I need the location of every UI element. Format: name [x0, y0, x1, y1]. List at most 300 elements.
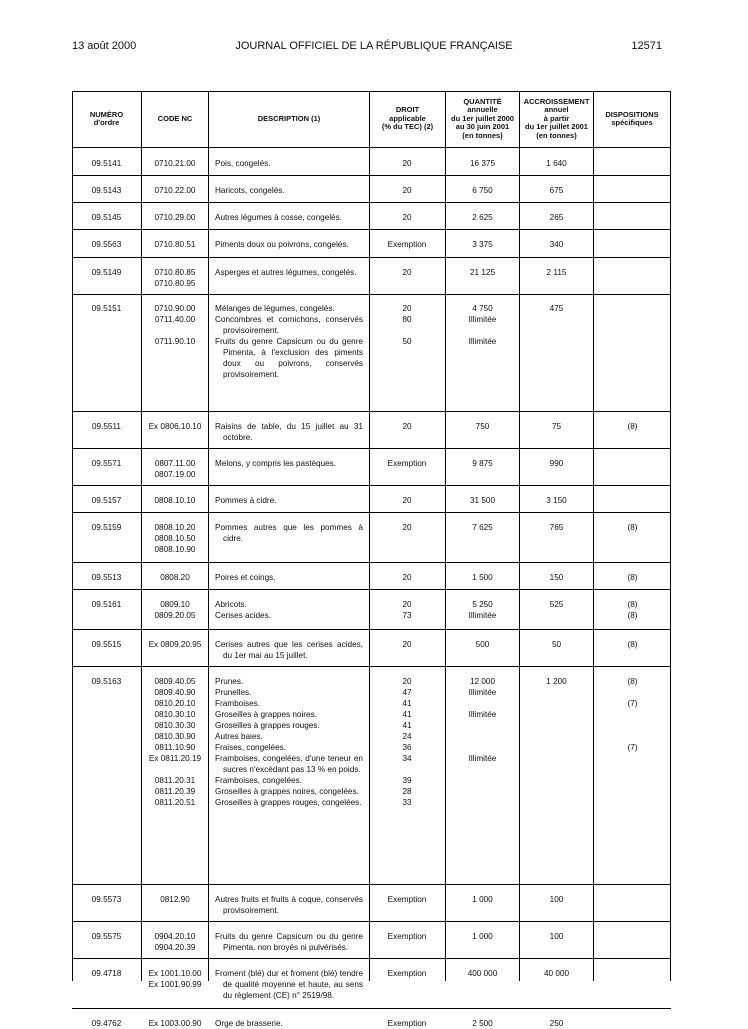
- annual-increase-line: 2 115: [546, 268, 567, 277]
- specific-provisions-line: [594, 687, 671, 698]
- annual-quantity-line: Illimitée: [468, 688, 497, 697]
- specific-provisions: [594, 239, 671, 250]
- specific-provisions-line: [594, 931, 671, 942]
- nc-code: [142, 894, 208, 905]
- nc-code-line: 0710.29.00: [154, 213, 196, 222]
- duty-rate-line: 20: [402, 573, 412, 582]
- annual-quantity: [446, 639, 519, 650]
- description: [215, 303, 363, 380]
- annual-quantity-line: [446, 720, 519, 731]
- specific-provisions-line: [594, 709, 671, 720]
- specific-provisions-line: [594, 185, 671, 196]
- column-divider: [519, 91, 520, 981]
- duty-rate-line: 73: [402, 611, 412, 620]
- description-line: Pommes autres que les pommes à cidre.: [215, 523, 363, 543]
- column-divider: [208, 91, 209, 981]
- annual-increase-line: 475: [549, 304, 564, 313]
- duty-rate-line: 20: [402, 304, 412, 313]
- duty-rate: [369, 968, 445, 979]
- order-number: 09.5141: [91, 159, 122, 168]
- order-number: 09.5563: [91, 240, 122, 249]
- nc-code-line: 0811.20.31: [154, 776, 196, 785]
- nc-code: [142, 676, 208, 808]
- column-header-quantite: QUANTITÉ annuelle du 1er juillet 2000 au 30 juin 2001 (en tonnes): [451, 96, 514, 140]
- description-line: Asperges et autres légumes, congelés.: [215, 268, 357, 277]
- nc-code: [142, 599, 208, 621]
- nc-code: [142, 572, 208, 583]
- nc-code-line: 0810.30.90: [154, 732, 196, 741]
- annual-quantity: [446, 676, 519, 764]
- annual-increase-line: 1 640: [546, 159, 567, 168]
- annual-quantity: [446, 185, 519, 196]
- annual-increase: [520, 572, 593, 583]
- description-line: Groseilles à grappes noires, congelées.: [215, 787, 359, 796]
- nc-code: [142, 1018, 208, 1029]
- annual-quantity-line: 6 750: [472, 186, 493, 195]
- column-divider: [369, 91, 370, 981]
- specific-provisions: [594, 267, 671, 278]
- duty-rate-line: Exemption: [387, 240, 427, 249]
- row-divider: [72, 589, 671, 590]
- order-number: 09.4762: [91, 1019, 122, 1028]
- specific-provisions: [594, 421, 671, 432]
- annual-quantity-line: 2 500: [472, 1019, 493, 1028]
- annual-increase-line: 990: [549, 459, 564, 468]
- specific-provisions: [594, 303, 671, 314]
- duty-rate-line: 20: [402, 213, 412, 222]
- duty-rate-line: 24: [402, 732, 412, 741]
- nc-code-line: 0809.40.90: [154, 688, 196, 697]
- column-header-droit: DROIT applicable (% du TEC) (2): [381, 105, 434, 132]
- specific-provisions-line: [594, 1018, 671, 1029]
- description-line: Framboises, congelées, d'une teneur en sucres n'excédant pas 13 % en poids.: [215, 754, 363, 774]
- annual-increase-line: 75: [551, 422, 562, 431]
- description: [215, 1018, 363, 1029]
- description: [215, 968, 363, 1001]
- duty-rate-line: 41: [402, 699, 412, 708]
- row-divider: [72, 629, 671, 630]
- description: [215, 572, 363, 583]
- duty-rate: [369, 185, 445, 196]
- order-number: 09.5157: [91, 496, 122, 505]
- nc-code-line: 0710.80.85: [154, 268, 196, 277]
- specific-provisions: [594, 185, 671, 196]
- annual-quantity-line: 16 375: [469, 159, 496, 168]
- description: [215, 212, 363, 223]
- table-border-right: [670, 91, 671, 981]
- nc-code-line: 0711.40.00: [154, 315, 196, 324]
- annual-quantity: [446, 267, 519, 278]
- duty-rate-line: 50: [402, 337, 412, 346]
- nc-code-line: 0710.80.95: [154, 279, 196, 288]
- description-line: Framboises, congelées.: [215, 776, 302, 785]
- nc-code-line: 0808.10.90: [154, 545, 196, 554]
- annual-quantity-line: 500: [475, 640, 490, 649]
- annual-quantity-line: [446, 325, 519, 336]
- annual-quantity-line: 1 000: [472, 895, 493, 904]
- row-divider: [72, 175, 671, 176]
- annual-quantity: [446, 212, 519, 223]
- duty-rate-line: [369, 764, 445, 775]
- description-line: Poires et coings.: [215, 573, 276, 582]
- description-line: Raisins de table, du 15 juillet au 31 octobre.: [215, 422, 363, 442]
- annual-increase-line: 340: [549, 240, 564, 249]
- nc-code: [142, 968, 208, 990]
- nc-code-line: 0808.10.20: [154, 523, 196, 532]
- specific-provisions-line: [594, 720, 671, 731]
- annual-quantity-line: Illimitée: [468, 710, 497, 719]
- nc-code-line: 0810.20.10: [154, 699, 196, 708]
- description: [215, 676, 363, 808]
- row-divider: [72, 411, 671, 412]
- specific-provisions-line: (7): [627, 743, 638, 752]
- duty-rate-line: [369, 325, 445, 336]
- annual-increase: [520, 458, 593, 469]
- duty-rate-line: 36: [402, 743, 412, 752]
- duty-rate-line: 20: [402, 159, 412, 168]
- annual-quantity: [446, 894, 519, 905]
- row-divider: [72, 257, 671, 258]
- annual-quantity: [446, 303, 519, 347]
- order-number: 09.5149: [91, 268, 122, 277]
- order-number: 09.5575: [91, 932, 122, 941]
- description: [215, 639, 363, 661]
- row-divider: [72, 485, 671, 486]
- specific-provisions: [594, 676, 671, 753]
- duty-rate: [369, 421, 445, 432]
- column-header-accroissement: ACCROISSEMENT annuel à partir du 1er juillet 2001 (en tonnes): [523, 96, 590, 140]
- description-line: Haricots, congelés.: [215, 186, 285, 195]
- row-divider: [72, 294, 671, 295]
- journal-title: JOURNAL OFFICIEL DE LA RÉPUBLIQUE FRANÇAISE: [235, 40, 513, 52]
- annual-increase: [520, 212, 593, 223]
- order-number: 09.4718: [91, 969, 122, 978]
- specific-provisions: [594, 212, 671, 223]
- description-line: Autres légumes à cosse, congelés.: [215, 213, 342, 222]
- duty-rate: [369, 931, 445, 942]
- duty-rate-line: 20: [402, 640, 412, 649]
- specific-provisions-line: [594, 239, 671, 250]
- description-line: Groseilles à grappes noires.: [215, 710, 317, 719]
- annual-quantity-line: Illimitée: [468, 754, 497, 763]
- annual-increase-line: 40 000: [543, 969, 570, 978]
- annual-quantity-line: 750: [475, 422, 490, 431]
- specific-provisions: [594, 522, 671, 533]
- annual-quantity: [446, 572, 519, 583]
- duty-rate-line: 34: [402, 754, 412, 763]
- description-line: Prunelles.: [215, 688, 252, 697]
- description-line: Concombres et cornichons, conservés provisoirement.: [215, 315, 363, 335]
- specific-provisions: [594, 495, 671, 506]
- nc-code-line: 0809.10: [160, 600, 190, 609]
- annual-increase: [520, 239, 593, 250]
- annual-increase: [520, 495, 593, 506]
- description-line: Autres fruits et fruits à coque, conservés provisoirement.: [215, 895, 363, 915]
- description-line: Fruits du genre Capsicum ou du genre Pimenta, à l'exclusion des piments doux ou poivrons, conservés provisoirement.: [215, 337, 363, 379]
- description-line: Piments doux ou poivrons, congelés.: [215, 240, 349, 249]
- annual-increase: [520, 185, 593, 196]
- annual-increase-line: 250: [549, 1019, 564, 1028]
- nc-code-line: 0811.10.90: [154, 743, 196, 752]
- specific-provisions-line: [594, 731, 671, 742]
- specific-provisions-line: (8): [627, 677, 638, 686]
- duty-rate-line: 20: [402, 496, 412, 505]
- description: [215, 931, 363, 953]
- annual-increase: [520, 421, 593, 432]
- description-line: Mélanges de légumes, congelés.: [215, 304, 335, 313]
- duty-rate: [369, 267, 445, 278]
- nc-code: [142, 931, 208, 953]
- specific-provisions-line: (8): [627, 573, 638, 582]
- order-number: 09.5163: [91, 677, 122, 686]
- row-divider: [72, 921, 671, 922]
- page-date: 13 août 2000: [72, 40, 137, 52]
- duty-rate: [369, 495, 445, 506]
- nc-code: [142, 495, 208, 506]
- description-line: Abricots.: [215, 600, 247, 609]
- order-number: 09.5159: [91, 523, 122, 532]
- duty-rate: [369, 522, 445, 533]
- duty-rate-line: 20: [402, 523, 412, 532]
- annual-quantity-line: 5 250: [472, 600, 493, 609]
- annual-increase: [520, 522, 593, 533]
- column-divider: [445, 91, 446, 981]
- annual-increase: [520, 676, 593, 687]
- column-header-numero: NUMÉRO d'ordre: [89, 109, 124, 127]
- description-line: Pommes à cidre.: [215, 496, 277, 505]
- nc-code-line: 0904.20.39: [154, 943, 196, 952]
- annual-quantity-line: Illimitée: [468, 337, 497, 346]
- duty-rate-line: 33: [402, 798, 412, 807]
- annual-quantity-line: 21 125: [469, 268, 496, 277]
- duty-rate: [369, 458, 445, 469]
- row-divider: [72, 1008, 671, 1009]
- specific-provisions: [594, 158, 671, 169]
- column-header-dispositions: DISPOSITIONS spécifiques: [605, 109, 659, 127]
- duty-rate-line: 39: [402, 776, 412, 785]
- annual-increase-line: 265: [549, 213, 564, 222]
- duty-rate-line: 20: [402, 677, 412, 686]
- nc-code-line: 0810.30.30: [154, 721, 196, 730]
- description: [215, 522, 363, 544]
- row-divider: [72, 202, 671, 203]
- specific-provisions: [594, 639, 671, 650]
- nc-code-line: Ex 0809.20.95: [148, 640, 202, 649]
- nc-code-line: 0710.80.51: [154, 240, 196, 249]
- nc-code-line: 0710.21.00: [154, 159, 196, 168]
- annual-quantity-line: 3 375: [472, 240, 493, 249]
- duty-rate-line: 28: [402, 787, 412, 796]
- description: [215, 421, 363, 443]
- duty-rate-line: 41: [402, 710, 412, 719]
- row-divider: [72, 229, 671, 230]
- annual-increase: [520, 931, 593, 942]
- description-line: Orge de brasserie.: [215, 1019, 283, 1028]
- table-border-left: [72, 91, 73, 981]
- description-line: Fraises, congelées.: [215, 743, 286, 752]
- nc-code-line: 0810.30.10: [154, 710, 196, 719]
- duty-rate: [369, 239, 445, 250]
- nc-code: [142, 239, 208, 250]
- description: [215, 894, 363, 916]
- duty-rate-line: 20: [402, 600, 412, 609]
- annual-increase-line: 525: [549, 600, 564, 609]
- nc-code: [142, 639, 208, 650]
- duty-rate-line: 20: [402, 268, 412, 277]
- annual-quantity: [446, 239, 519, 250]
- description-line: Melons, y compris les pastèques.: [215, 459, 337, 468]
- annual-quantity-line: 4 750: [472, 304, 493, 313]
- row-divider: [72, 512, 671, 513]
- specific-provisions-line: [594, 267, 671, 278]
- annual-increase: [520, 1018, 593, 1029]
- nc-code-line: 0811.20.51: [154, 798, 196, 807]
- annual-quantity-line: [446, 698, 519, 709]
- annual-increase: [520, 599, 593, 610]
- nc-code-line: 0711.90.10: [154, 337, 196, 346]
- description: [215, 239, 363, 250]
- header-divider: [72, 147, 671, 148]
- specific-provisions-line: (8): [627, 523, 638, 532]
- order-number: 09.5515: [91, 640, 122, 649]
- annual-increase-line: 50: [551, 640, 562, 649]
- nc-code-line: 0811.20.39: [154, 787, 196, 796]
- nc-code-line: 0807.11.00: [154, 459, 196, 468]
- duty-rate: [369, 639, 445, 650]
- duty-rate: [369, 676, 445, 808]
- duty-rate-line: 20: [402, 422, 412, 431]
- duty-rate-line: 20: [402, 186, 412, 195]
- annual-quantity: [446, 931, 519, 942]
- nc-code: [142, 303, 208, 347]
- annual-quantity-line: [446, 731, 519, 742]
- annual-quantity-line: 12 000: [469, 677, 496, 686]
- specific-provisions-line: [594, 894, 671, 905]
- duty-rate: [369, 894, 445, 905]
- row-divider: [72, 884, 671, 885]
- duty-rate-line: Exemption: [387, 895, 427, 904]
- specific-provisions-line: [594, 303, 671, 314]
- description-line: Autres baies.: [215, 732, 263, 741]
- nc-code-line: 0808.10.10: [154, 496, 196, 505]
- description-line: Prunes.: [215, 677, 244, 686]
- nc-code-line: Ex 1001.10.00: [148, 969, 202, 978]
- description-line: Fruits du genre Capsicum ou du genre Pimenta, non broyés ni pulvérisés.: [215, 932, 363, 952]
- specific-provisions-line: [594, 158, 671, 169]
- specific-provisions-line: (8): [627, 422, 638, 431]
- specific-provisions: [594, 931, 671, 942]
- specific-provisions: [594, 968, 671, 979]
- description: [215, 495, 363, 506]
- annual-quantity-line: [446, 742, 519, 753]
- duty-rate: [369, 599, 445, 621]
- nc-code-line: 0808.20: [160, 573, 190, 582]
- annual-increase-line: 100: [549, 895, 564, 904]
- annual-increase-line: 100: [549, 932, 564, 941]
- description: [215, 458, 363, 469]
- nc-code-line: [142, 325, 208, 336]
- annual-increase: [520, 894, 593, 905]
- specific-provisions-line: (7): [627, 699, 638, 708]
- order-number: 09.5143: [91, 186, 122, 195]
- nc-code-line: [142, 764, 208, 775]
- nc-code-line: 0904.20.10: [154, 932, 196, 941]
- annual-increase-line: 150: [549, 573, 564, 582]
- specific-provisions-line: (8): [627, 600, 638, 609]
- description: [215, 185, 363, 196]
- nc-code: [142, 212, 208, 223]
- duty-rate-line: 47: [402, 688, 412, 697]
- nc-code-line: 0809.20.05: [154, 611, 196, 620]
- annual-increase: [520, 639, 593, 650]
- duty-rate: [369, 158, 445, 169]
- specific-provisions-line: (8): [627, 611, 638, 620]
- annual-quantity: [446, 522, 519, 533]
- nc-code-line: 0812.90: [160, 895, 190, 904]
- annual-quantity-line: 9 875: [472, 459, 493, 468]
- nc-code-line: 0710.90.00: [154, 304, 196, 313]
- description-line: Froment (blé) dur et froment (blé) tendre de qualité moyenne et haute, au sens du règlement (CE) n° 2519/98.: [215, 969, 363, 1000]
- annual-increase-line: 675: [549, 186, 564, 195]
- annual-quantity-line: 1 000: [472, 932, 493, 941]
- row-divider: [72, 562, 671, 563]
- specific-provisions: [594, 458, 671, 469]
- annual-quantity: [446, 1018, 519, 1029]
- nc-code-line: Ex 0806.10.10: [148, 422, 202, 431]
- annual-quantity-line: 7 625: [472, 523, 493, 532]
- nc-code-line: Ex 0811.20.19: [148, 754, 202, 763]
- specific-provisions: [594, 599, 671, 621]
- annual-quantity: [446, 599, 519, 621]
- specific-provisions-line: [594, 212, 671, 223]
- annual-quantity-line: 1 500: [472, 573, 493, 582]
- annual-quantity-line: 2 625: [472, 213, 493, 222]
- order-number: 09.5145: [91, 213, 122, 222]
- nc-code-line: 0809.40.05: [154, 677, 196, 686]
- annual-quantity-line: Illimitée: [468, 611, 497, 620]
- annual-increase-line: 1 200: [546, 677, 567, 686]
- specific-provisions: [594, 1018, 671, 1029]
- annual-quantity: [446, 968, 519, 979]
- description-line: Cerises autres que les cerises acides, du 1er mai au 15 juillet.: [215, 640, 363, 660]
- annual-increase-line: 765: [549, 523, 564, 532]
- duty-rate: [369, 1018, 445, 1029]
- specific-provisions-line: (8): [627, 640, 638, 649]
- column-header-description: DESCRIPTION (1): [257, 113, 321, 123]
- nc-code: [142, 522, 208, 555]
- order-number: 09.5151: [91, 304, 122, 313]
- specific-provisions: [594, 894, 671, 905]
- duty-rate-line: Exemption: [387, 932, 427, 941]
- nc-code-line: 0710.22.00: [154, 186, 196, 195]
- nc-code: [142, 185, 208, 196]
- duty-rate-line: Exemption: [387, 1019, 427, 1028]
- column-divider: [593, 91, 594, 981]
- annual-quantity-line: 31 500: [469, 496, 496, 505]
- page-number: 12571: [631, 40, 662, 52]
- specific-provisions-line: [594, 495, 671, 506]
- annual-quantity-line: Illimitée: [468, 315, 497, 324]
- duty-rate: [369, 212, 445, 223]
- nc-code: [142, 267, 208, 289]
- annual-quantity: [446, 158, 519, 169]
- annual-increase: [520, 968, 593, 979]
- row-divider: [72, 666, 671, 667]
- description-line: Pois, congelés.: [215, 159, 271, 168]
- nc-code: [142, 458, 208, 480]
- duty-rate-line: 80: [402, 315, 412, 324]
- description-line: Cerises acides.: [215, 611, 271, 620]
